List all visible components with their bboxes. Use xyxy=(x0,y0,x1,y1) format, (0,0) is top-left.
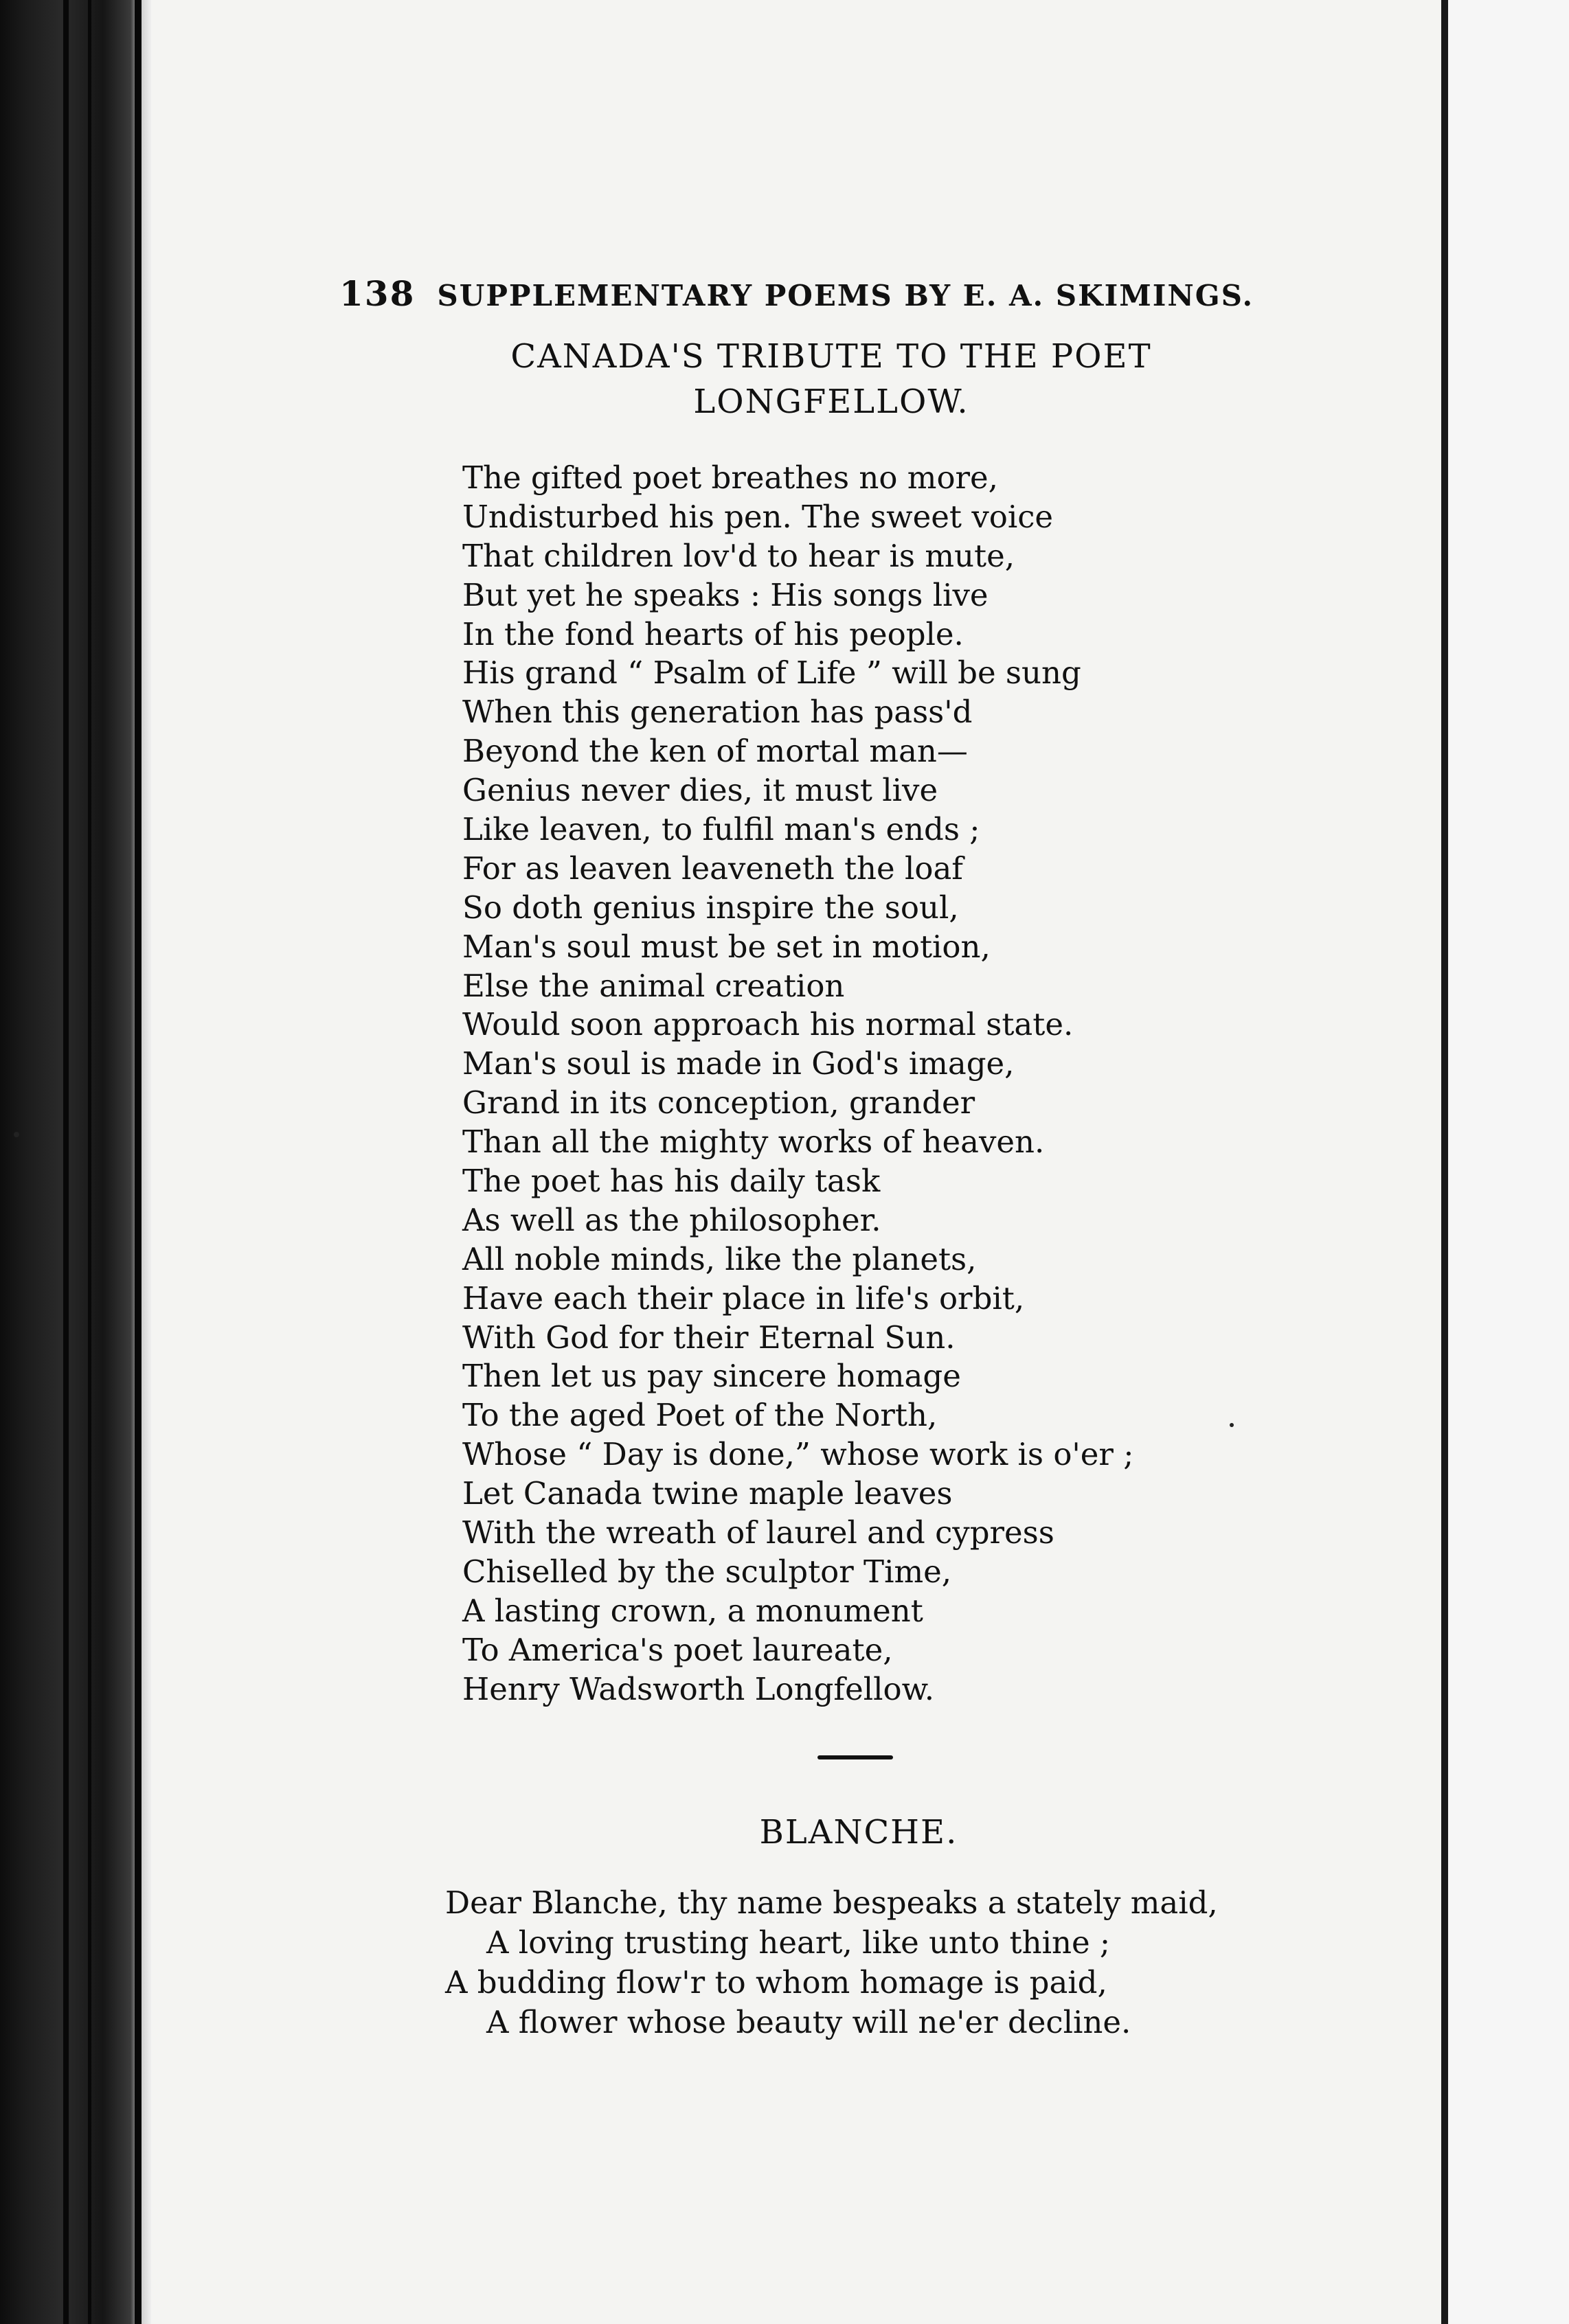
running-head xyxy=(339,273,1287,314)
poem-line: With God for their Eternal Sun. xyxy=(462,1319,956,1356)
poem-line: A flower whose beauty will ne'er decline. xyxy=(486,2004,1131,2040)
poem-title xyxy=(385,334,1278,424)
poem-line: His grand “ Psalm of Life ” will be sung xyxy=(462,654,1081,692)
poem-line: The gifted poet breathes no more, xyxy=(462,459,998,496)
page-number: 138 xyxy=(339,273,416,314)
poem-line: Like leaven, to fulfil man's ends ; xyxy=(462,811,980,848)
poem-title-line: LONGFELLOW. xyxy=(693,383,969,421)
poem-body xyxy=(462,459,1355,1709)
poem-line: Man's soul must be set in motion, xyxy=(462,928,991,965)
poem-line: Whose “ Day is done,” whose work is o'er ; xyxy=(462,1436,1134,1473)
poem-line: Than all the mighty works of heaven. xyxy=(462,1124,1045,1161)
poem-line: Have each their place in life's orbit, xyxy=(462,1279,1025,1317)
scan-speck xyxy=(14,1132,19,1137)
poem-line: The poet has his daily task xyxy=(462,1163,881,1200)
poem-line: All noble minds, like the planets, xyxy=(462,1240,977,1277)
poem-line: Would soon approach his normal state. xyxy=(462,1006,1074,1043)
poem-line: Grand in its conception, grander xyxy=(462,1084,975,1121)
scan-speck xyxy=(1230,1423,1234,1427)
poem-line: But yet he speaks : His songs live xyxy=(462,576,989,613)
poem-line: A lasting crown, a monument xyxy=(462,1592,923,1629)
poem-line: Else the animal creation xyxy=(462,967,845,1004)
running-head-title: SUPPLEMENTARY POEMS BY E. A. SKIMINGS. xyxy=(437,279,1254,312)
poem-line: For as leaven leaveneth the loaf xyxy=(462,850,963,887)
section-divider xyxy=(817,1755,893,1759)
poem-line: A budding flow'r to whom homage is paid, xyxy=(445,1964,1107,2001)
poem-line: Genius never dies, it must live xyxy=(462,772,938,809)
poem-line: Dear Blanche, thy name bespeaks a stately maid, xyxy=(445,1884,1218,1921)
poem-line: Let Canada twine maple leaves xyxy=(462,1475,953,1512)
poem-line: To America's poet laureate, xyxy=(462,1631,893,1668)
poem-body xyxy=(445,1883,1338,2042)
poem-line: So doth genius inspire the soul, xyxy=(462,889,959,926)
poem-line: That children lov'd to hear is mute, xyxy=(462,537,1015,574)
poem-line: Beyond the ken of mortal man— xyxy=(462,733,968,770)
poem-line: Undisturbed his pen. The sweet voice xyxy=(462,498,1054,535)
poem-line: When this generation has pass'd xyxy=(462,694,973,731)
poem-line: To the aged Poet of the North, xyxy=(462,1397,938,1434)
poem-line: Then let us pay sincere homage xyxy=(462,1358,961,1395)
poem-line: In the fond hearts of his people. xyxy=(462,615,964,652)
poem-line: As well as the philosopher. xyxy=(462,1201,881,1238)
poem-line: Man's soul is made in God's image, xyxy=(462,1045,1015,1082)
poem-line: A loving trusting heart, like unto thine ; xyxy=(486,1924,1111,1961)
poem-line: With the wreath of laurel and cypress xyxy=(462,1514,1054,1551)
poem-title: BLANCHE. xyxy=(759,1813,958,1852)
poem-line: Chiselled by the sculptor Time, xyxy=(462,1553,952,1590)
poem-line: Henry Wadsworth Longfellow. xyxy=(462,1670,935,1707)
poem-title-line: CANADA'S TRIBUTE TO THE POET xyxy=(510,337,1152,376)
